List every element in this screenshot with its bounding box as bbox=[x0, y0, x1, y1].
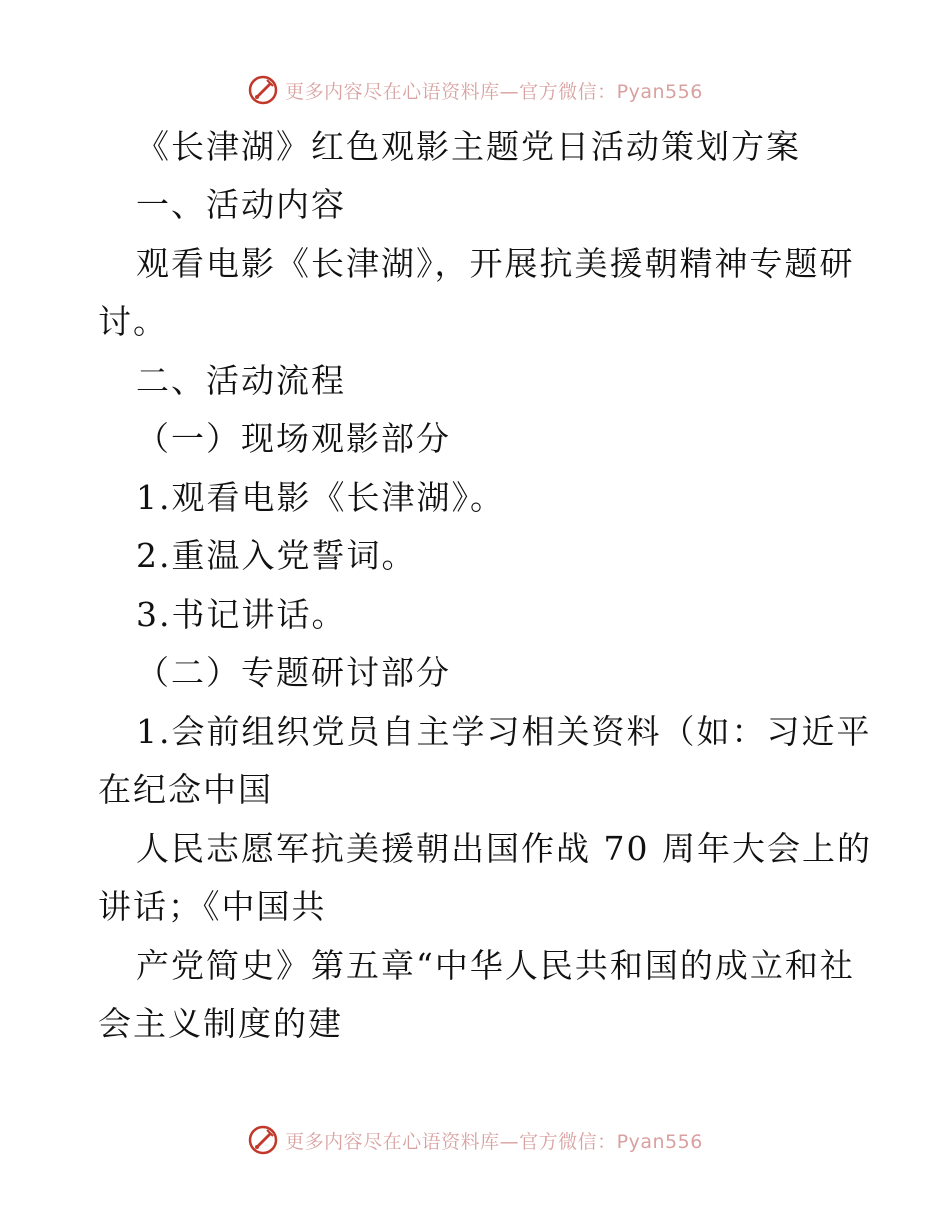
subsection-heading-1: （一）现场观影部分 bbox=[136, 419, 451, 458]
section-heading-2: 二、活动流程 bbox=[136, 361, 346, 400]
list-item: 1.观看电影《长津湖》。 bbox=[136, 478, 505, 517]
paragraph-line: 在纪念中国 bbox=[98, 770, 273, 809]
paragraph-line: 人民志愿军抗美援朝出国作战 70 周年大会上的 bbox=[136, 829, 872, 868]
paragraph-line: 会主义制度的建 bbox=[98, 1004, 343, 1043]
paragraph-line: 产党简史》第五章“中华人民共和国的成立和社 bbox=[136, 946, 855, 985]
list-item: 2.重温入党誓词。 bbox=[136, 536, 417, 575]
footer-watermark bbox=[0, 1120, 950, 1160]
quill-seal-icon bbox=[247, 74, 279, 106]
paragraph-line: 讲话；《中国共 bbox=[98, 887, 327, 926]
paragraph-line: 讨。 bbox=[98, 302, 168, 341]
document-title: 《长津湖》红色观影主题党日活动策划方案 bbox=[136, 127, 801, 166]
quill-seal-icon bbox=[247, 1124, 279, 1156]
list-item: 3.书记讲话。 bbox=[136, 595, 347, 634]
header-watermark bbox=[0, 70, 950, 110]
watermark-text: 更多内容尽在心语资料库—官方微信：Pyan556 bbox=[285, 1130, 703, 1153]
section-heading-1: 一、活动内容 bbox=[136, 185, 346, 224]
subsection-heading-2: （二）专题研讨部分 bbox=[136, 653, 451, 692]
list-item: 1.会前组织党员自主学习相关资料（如：习近平 bbox=[136, 712, 872, 751]
paragraph-line: 观看电影《长津湖》，开展抗美援朝精神专题研 bbox=[136, 244, 855, 283]
watermark-text: 更多内容尽在心语资料库—官方微信：Pyan556 bbox=[285, 80, 703, 103]
